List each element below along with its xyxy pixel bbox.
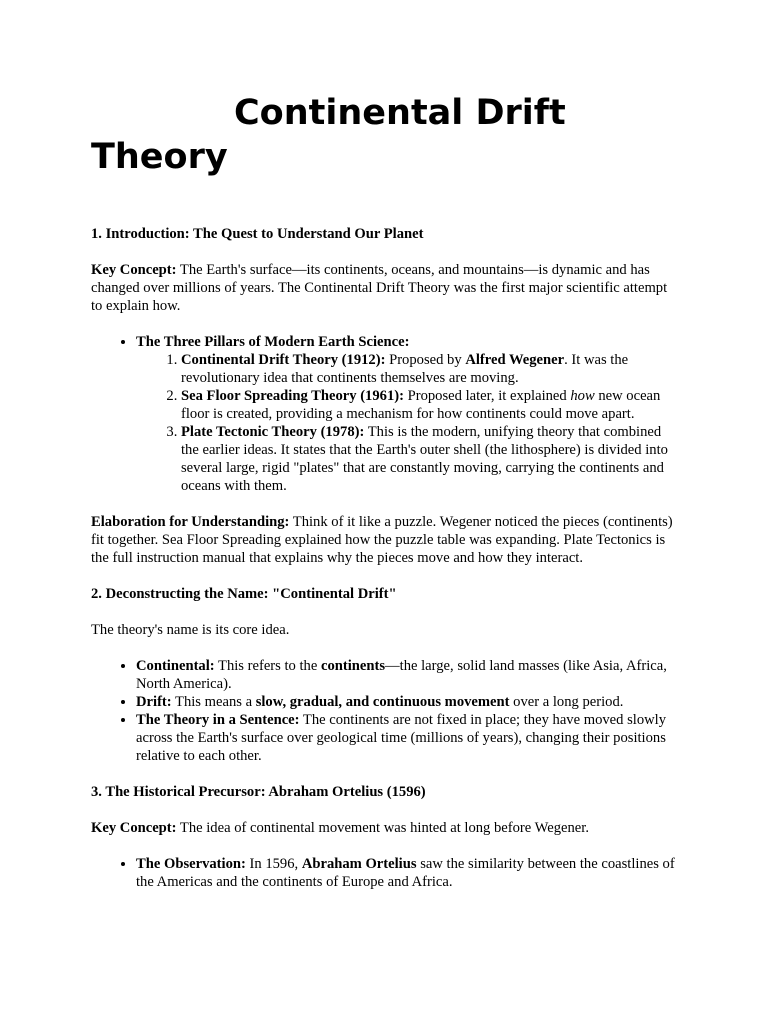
name-part-continental [136, 657, 681, 693]
list-item-text: saw the similarity between the coastlines of the Americas and the continents of Europe and Africa. [136, 856, 675, 890]
section-1-elaboration [91, 513, 681, 567]
name-part-drift [136, 693, 681, 711]
pillar-text: This is the modern, unifying theory that combined the earlier ideas. It states that the Earth's outer shell (the lithosphere) is divided into several large, rigid "plates" that are constantly moving, carrying the continents and oceans with them. [181, 424, 668, 494]
key-concept-text: The Earth's surface—its continents, oceans, and mountains—is dynamic and has changed over millions of years. The Continental Drift Theory was the first major scientific attempt to explain how. [91, 262, 668, 314]
pillar-italic-word: how [570, 388, 595, 404]
list-item-text: The continents are not fixed in place; they have moved slowly across the Earth's surface over geological time (millions of years), changing their positions relative to each other. [136, 712, 667, 764]
document-title: Continental Drift Theory [91, 93, 566, 177]
list-item-label: The Observation: [136, 856, 246, 872]
name-parts-list [91, 657, 681, 765]
pillar-text: Proposed by [385, 352, 466, 368]
section-1-heading: 1. Introduction: The Quest to Understand Our Planet [91, 226, 424, 242]
ortelius-observation [136, 855, 681, 891]
title-spacer [91, 179, 681, 225]
pillar-text: . It was the revolutionary idea that continents themselves are moving. [181, 352, 629, 386]
pillar-label: Plate Tectonic Theory (1978): [181, 424, 365, 440]
list-item-bold: Abraham Ortelius [301, 856, 417, 872]
list-item-text: This means a [171, 694, 256, 710]
list-item-text: over a long period. [509, 694, 624, 710]
document-page [91, 91, 681, 909]
key-concept-label: Key Concept: [91, 820, 177, 836]
pillar-label: Sea Floor Spreading Theory (1961): [181, 388, 404, 404]
list-item-text: In 1596, [245, 856, 302, 872]
pillars-bullet-list [91, 333, 681, 495]
elaboration-text: Think of it like a puzzle. Wegener noticed the pieces (continents) fit together. Sea Floor Spreading explained how the puzzle table was expanding. Plate Tectonics is the full instruction manual that explains why the pieces move and how they interact. [91, 514, 673, 566]
list-item-text: This refers to the [214, 658, 321, 674]
list-item-text: —the large, solid land masses (like Asia, Africa, North America). [136, 658, 667, 692]
section-3-key-concept [91, 819, 681, 837]
pillar-item-continental-drift [181, 351, 681, 387]
pillar-text: Proposed later, it explained [403, 388, 571, 404]
list-item-label: Drift: [136, 694, 172, 710]
pillar-item-plate-tectonic [181, 423, 681, 495]
list-item-bold: slow, gradual, and continuous movement [255, 694, 510, 710]
key-concept-label: Key Concept: [91, 262, 177, 278]
key-concept-text: The idea of continental movement was hinted at long before Wegener. [176, 820, 589, 836]
pillar-name-bold: Alfred Wegener [465, 352, 565, 368]
pillar-label: Continental Drift Theory (1912): [181, 352, 386, 368]
list-item-label: Continental: [136, 658, 215, 674]
pillars-heading: The Three Pillars of Modern Earth Science: [136, 334, 410, 350]
list-item-bold: continents [320, 658, 386, 674]
section-2-intro: The theory's name is its core idea. [91, 622, 290, 638]
pillar-text: new ocean floor is created, providing a mechanism for how continents could move apart. [181, 388, 661, 422]
ortelius-list [91, 855, 681, 891]
pillars-list [136, 351, 681, 495]
pillar-item-sea-floor-spreading [181, 387, 681, 423]
elaboration-label: Elaboration for Understanding: [91, 514, 290, 530]
list-item-label: The Theory in a Sentence: [136, 712, 300, 728]
pillars-bullet [136, 333, 681, 495]
section-2-heading: 2. Deconstructing the Name: "Continental Drift" [91, 586, 397, 602]
name-part-theory-sentence [136, 711, 681, 765]
section-1-key-concept [91, 261, 681, 315]
section-3-heading: 3. The Historical Precursor: Abraham Ortelius (1596) [91, 784, 426, 800]
